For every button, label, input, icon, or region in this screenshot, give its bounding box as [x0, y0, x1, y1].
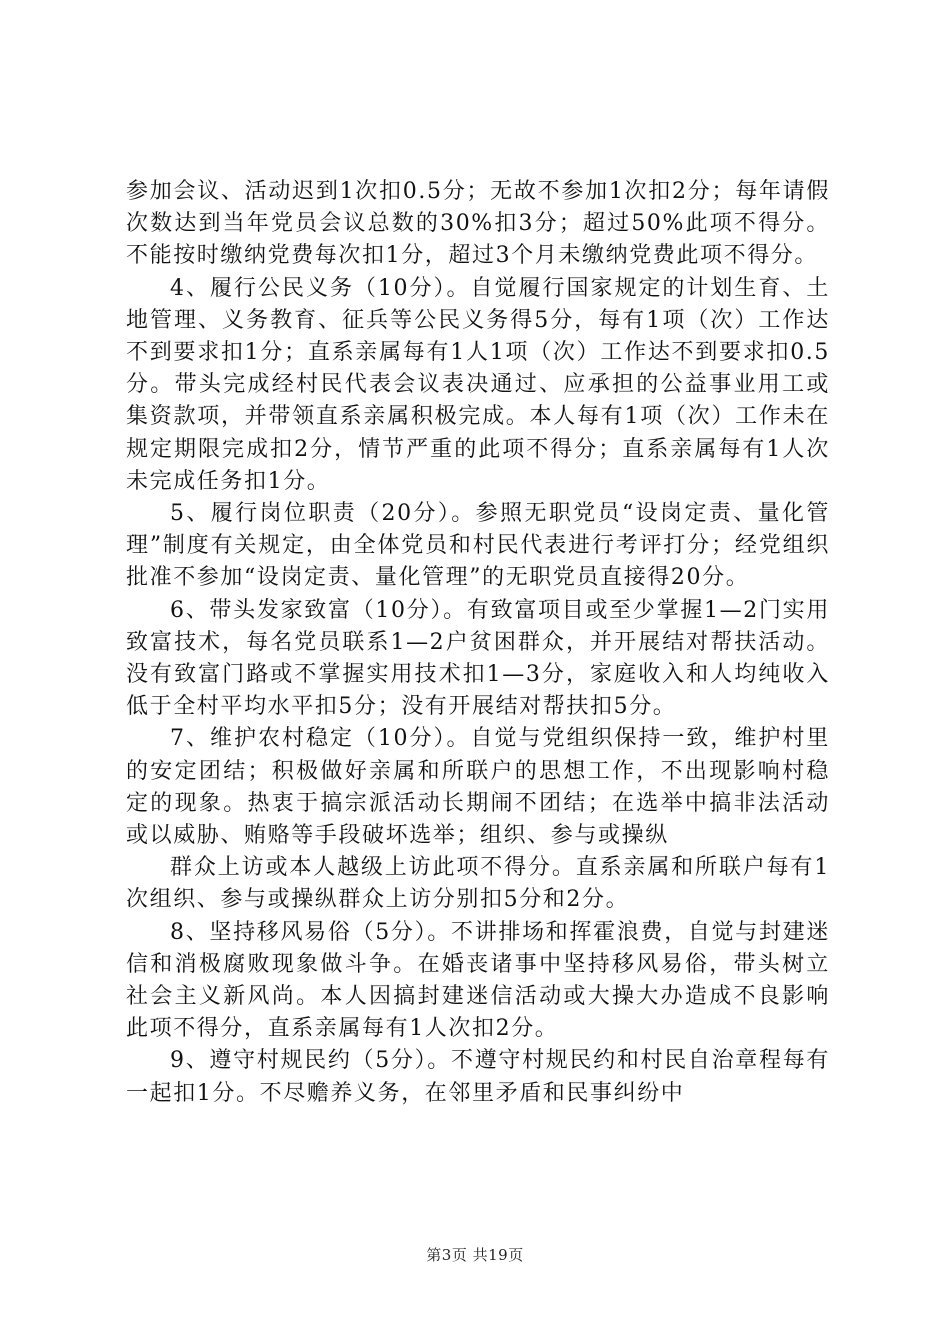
paragraph-item-6: 6、带头发家致富（10分）。有致富项目或至少掌握1—2门实用致富技术，每名党员联系1—2户贫困群众，并开展结对帮扶活动。没有致富门路或不掌握实用技术扣1—3分，家庭收入和人均纯收入低于全村平均水平扣5分；没有开展结对帮扶扣5分。	[126, 597, 830, 720]
paragraph-item-7-continued: 群众上访或本人越级上访此项不得分。直系亲属和所联户每有1次组织、参与或操纵群众上访分别扣5分和2分。	[126, 855, 830, 913]
document-body	[126, 176, 830, 1110]
page-number-footer: 第3页 共19页	[426, 1246, 524, 1264]
paragraph-item-9: 9、遵守村规民约（5分）。不遵守村规民约和村民自治章程每有一起扣1分。不尽赡养义务，在邻里矛盾和民事纠纷中	[126, 1048, 830, 1106]
paragraph-item-4: 4、履行公民义务（10分）。自觉履行国家规定的计划生育、土地管理、义务教育、征兵等公民义务得5分，每有1项（次）工作达不到要求扣1分；直系亲属每有1人1项（次）工作达不到要求扣0.5分。带头完成经村民代表会议表决通过、应承担的公益事业用工或集资款项，并带领直系亲属积极完成。本人每有1项（次）工作未在规定期限完成扣2分，情节严重的此项不得分；直系亲属每有1人次未完成任务扣1分。	[126, 275, 830, 494]
paragraph-item-7: 7、维护农村稳定（10分）。自觉与党组织保持一致，维护村里的安定团结；积极做好亲属和所联户的思想工作，不出现影响村稳定的现象。热衷于搞宗派活动长期闹不团结；在选举中搞非法活动或以威胁、贿赂等手段破坏选举；组织、参与或操纵	[126, 726, 830, 849]
paragraph-item-8: 8、坚持移风易俗（5分）。不讲排场和挥霍浪费，自觉与封建迷信和消极腐败现象做斗争。在婚丧诸事中坚持移风易俗，带头树立社会主义新风尚。本人因搞封建迷信活动或大操大办造成不良影响此项不得分，直系亲属每有1人次扣2分。	[126, 919, 830, 1042]
paragraph-item-5: 5、履行岗位职责（20分）。参照无职党员“设岗定责、量化管理”制度有关规定，由全体党员和村民代表进行考评打分；经党组织批准不参加“设岗定责、量化管理”的无职党员直接得20分。	[126, 501, 830, 591]
paragraph-continuation: 参加会议、活动迟到1次扣0.5分；无故不参加1次扣2分；每年请假次数达到当年党员会议总数的30%扣3分；超过50%此项不得分。不能按时缴纳党费每次扣1分，超过3个月未缴纳党费此项不得分。	[126, 179, 830, 269]
